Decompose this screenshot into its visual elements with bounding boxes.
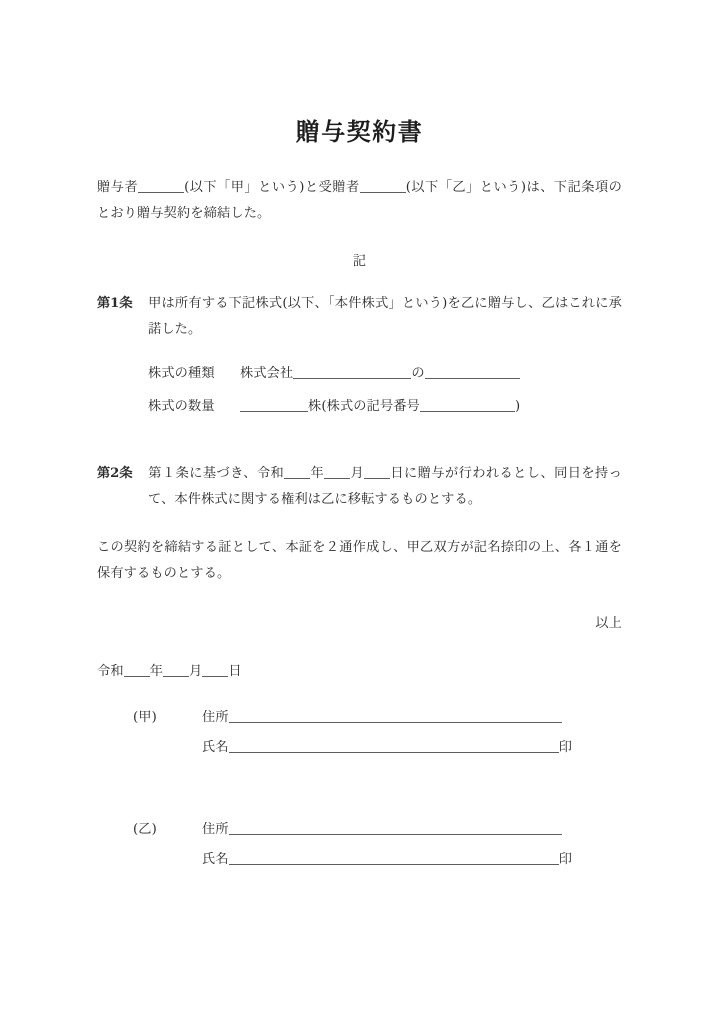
party-a-name-blank[interactable]	[229, 739, 559, 753]
stock-type-joiner: の	[411, 365, 425, 381]
article-2-text-part4: 日に贈与が行われるとし、同日を持って、本件株式に関する権利は乙に移転するものとする。	[148, 465, 622, 507]
share-serial-blank[interactable]	[420, 398, 515, 412]
signature-block-party-a	[97, 685, 622, 763]
stock-quantity-label: 株式の数量	[148, 398, 215, 414]
execution-year-blank[interactable]	[124, 663, 150, 677]
stock-quantity-suffix: )	[515, 398, 521, 414]
stock-quantity-line	[97, 390, 622, 423]
lead-part3: (以下「乙」という)は、下記条項のとおり贈与契約を締結した。	[97, 179, 623, 221]
article-2-text-part1: 第１条に基づき、令和	[148, 465, 285, 481]
execution-date-line	[97, 637, 622, 685]
party-b-address-blank[interactable]	[229, 821, 562, 835]
party-a-rows	[97, 703, 622, 763]
stock-type-line	[97, 357, 622, 390]
lead-part2: (以下「甲」という)と受贈者	[184, 179, 360, 195]
share-count-blank[interactable]	[240, 398, 308, 412]
transfer-day-blank[interactable]	[364, 465, 390, 479]
donor-name-blank[interactable]	[138, 179, 184, 193]
party-a-label: (甲)	[133, 709, 157, 725]
company-name-blank[interactable]	[293, 365, 411, 379]
closing-paragraph: この契約を締結する証として、本証を２通作成し、甲乙双方が記名捺印の上、各１通を保有するものとする。	[97, 539, 622, 581]
party-a-seal-label: 印	[558, 739, 572, 755]
execution-day-blank[interactable]	[202, 663, 228, 677]
stock-type-prefix: 株式会社	[240, 365, 294, 381]
transfer-month-blank[interactable]	[324, 465, 350, 479]
donee-name-blank[interactable]	[360, 179, 406, 193]
page-title: 贈与契約書	[295, 117, 424, 146]
execution-month-blank[interactable]	[163, 663, 189, 677]
article-1-number: 第1条	[97, 295, 133, 311]
ki-heading: 記	[352, 253, 367, 269]
party-b-name-blank[interactable]	[229, 851, 559, 865]
transfer-year-blank[interactable]	[284, 465, 310, 479]
month-label: 月	[189, 663, 203, 679]
lead-part1: 贈与者	[97, 179, 139, 195]
article-2	[97, 423, 622, 513]
day-label: 日	[228, 663, 242, 679]
year-label: 年	[149, 663, 164, 679]
stock-type-label: 株式の種類	[148, 365, 215, 381]
party-a-name-label: 氏名	[202, 739, 229, 755]
article-1-text: 甲は所有する下記株式(以下、「本件株式」という)を乙に贈与し、乙はこれに承諾した。	[148, 295, 622, 337]
party-b-seal-label: 印	[558, 851, 572, 867]
party-a-address-label: 住所	[202, 709, 229, 725]
party-b-name-row	[202, 845, 622, 875]
signature-block-party-b	[97, 763, 622, 875]
article-2-text-part3: 月	[350, 465, 365, 481]
party-a-address-row	[202, 703, 622, 733]
party-a-address-blank[interactable]	[229, 709, 562, 723]
stock-details	[97, 343, 622, 423]
party-b-address-label: 住所	[202, 821, 229, 837]
party-b-name-label: 氏名	[202, 851, 229, 867]
era-label: 令和	[97, 663, 124, 679]
article-2-text-part2: 年	[310, 465, 325, 481]
document-body	[97, 0, 622, 875]
lead-paragraph	[97, 147, 622, 227]
party-b-address-row	[202, 815, 622, 845]
party-b-label: (乙)	[133, 821, 157, 837]
stock-quantity-mid: 株(株式の記号番号	[308, 398, 420, 414]
share-class-blank[interactable]	[425, 365, 520, 379]
closing-mark: 以上	[595, 615, 622, 631]
article-2-number: 第2条	[97, 465, 133, 481]
article-1	[97, 275, 622, 343]
party-b-rows	[97, 815, 622, 875]
party-a-name-row	[202, 733, 622, 763]
